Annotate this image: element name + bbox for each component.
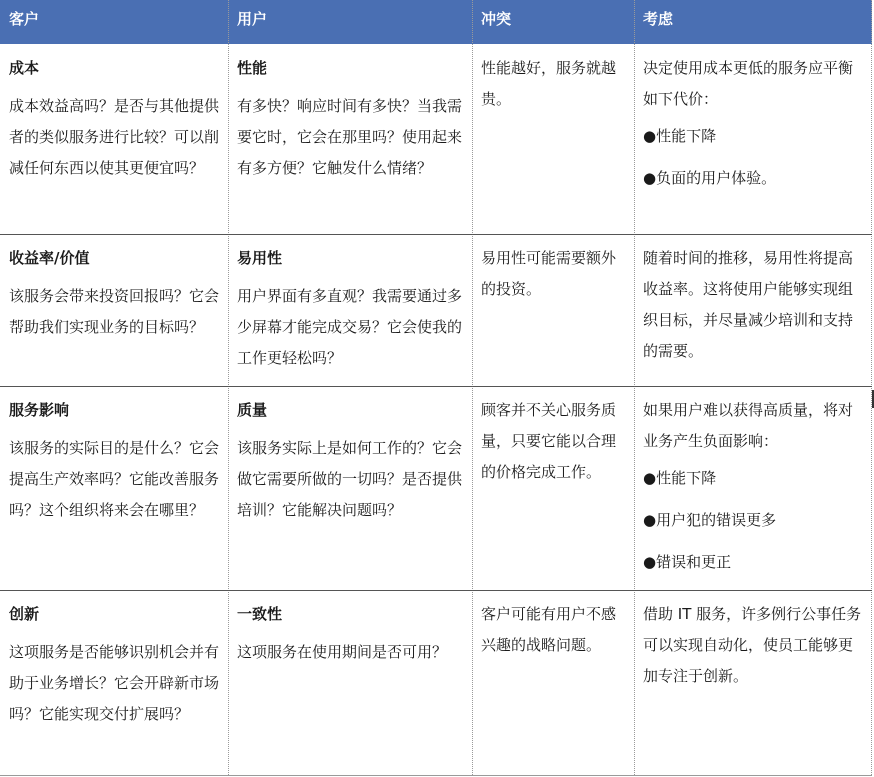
consider-cell bbox=[634, 386, 872, 590]
consider-text: 决定使用成本更低的服务应平衡如下代价： bbox=[643, 59, 854, 108]
conflict-cell bbox=[472, 44, 634, 234]
column-divider bbox=[228, 0, 229, 775]
consider-cell bbox=[634, 590, 872, 775]
table-row bbox=[0, 44, 872, 234]
conflict-cell bbox=[472, 234, 634, 386]
row-divider bbox=[0, 386, 872, 387]
customer-text: 这项服务是否能够识别机会并有助于业务增长？它会开辟新市场吗？它能实现交付扩展吗？ bbox=[9, 643, 220, 723]
user-text: 该服务实际上是如何工作的？它会做它需要所做的一切吗？是否提供培训？它能解决问题吗？ bbox=[237, 439, 463, 519]
user-title: 一致性 bbox=[237, 605, 283, 623]
conflict-text: 客户可能有用户不感兴趣的战略问题。 bbox=[481, 605, 617, 654]
user-text: 这项服务在使用期间是否可用？ bbox=[237, 643, 448, 661]
user-title: 性能 bbox=[237, 59, 268, 77]
user-text: 用户界面有多直观？我需要通过多少屏幕才能完成交易？它会使我的工作更轻松吗？ bbox=[237, 287, 463, 367]
customer-cell bbox=[0, 590, 228, 775]
column-divider bbox=[472, 0, 473, 775]
table-header-row bbox=[0, 0, 872, 44]
customer-title: 创新 bbox=[9, 605, 40, 623]
table-row bbox=[0, 234, 872, 386]
table-row bbox=[0, 590, 872, 775]
row-divider bbox=[0, 234, 872, 235]
user-cell bbox=[228, 44, 472, 234]
conflict-text: 易用性可能需要额外的投资。 bbox=[481, 249, 617, 298]
row-divider bbox=[0, 590, 872, 591]
column-divider bbox=[871, 0, 872, 775]
consider-text: 随着时间的推移，易用性将提高收益率。这将使用户能够实现组织目标，并尽量减少培训和支持的需要。 bbox=[643, 249, 854, 360]
customer-text: 该服务会带来投资回报吗？它会帮助我们实现业务的目标吗？ bbox=[9, 287, 220, 336]
user-cell bbox=[228, 234, 472, 386]
customer-cell bbox=[0, 44, 228, 234]
consider-cell bbox=[634, 234, 872, 386]
consider-text: 如果用户难以获得高质量，将对业务产生负面影响： bbox=[643, 401, 854, 450]
customer-title: 成本 bbox=[9, 59, 40, 77]
customer-cell bbox=[0, 234, 228, 386]
header-user: 用户 bbox=[237, 10, 268, 28]
consider-bullet: ●性能下降 bbox=[643, 127, 717, 145]
customer-text: 成本效益高吗？是否与其他提供者的类似服务进行比较？可以削减任何东西以使其更便宜吗？ bbox=[9, 97, 220, 177]
row-divider bbox=[0, 775, 872, 776]
customer-text: 该服务的实际目的是什么？它会提高生产效率吗？它能改善服务吗？这个组织将来会在哪里？ bbox=[9, 439, 220, 519]
consider-bullet: ●用户犯的错误更多 bbox=[643, 511, 777, 529]
header-conflict: 冲突 bbox=[481, 10, 512, 28]
table-row bbox=[0, 386, 872, 590]
consider-bullet: ●性能下降 bbox=[643, 469, 717, 487]
conflict-cell bbox=[472, 386, 634, 590]
user-title: 易用性 bbox=[237, 249, 283, 267]
customer-cell bbox=[0, 386, 228, 590]
user-text: 有多快？响应时间有多快？当我需要它时，它会在那里吗？使用起来有多方便？它触发什么情绪？ bbox=[237, 97, 463, 177]
conflict-text: 性能越好，服务就越贵。 bbox=[481, 59, 617, 108]
conflict-cell bbox=[472, 590, 634, 775]
consider-text: 借助 IT 服务，许多例行公事任务可以实现自动化，使员工能够更加专注于创新。 bbox=[643, 605, 862, 685]
customer-title: 收益率/价值 bbox=[9, 249, 90, 267]
header-customer: 客户 bbox=[9, 10, 40, 28]
user-title: 质量 bbox=[237, 401, 268, 419]
conflict-text: 顾客并不关心服务质量，只要它能以合理的价格完成工作。 bbox=[481, 401, 617, 481]
header-consider: 考虑 bbox=[643, 10, 674, 28]
column-divider bbox=[634, 0, 635, 775]
user-cell bbox=[228, 386, 472, 590]
user-cell bbox=[228, 590, 472, 775]
consider-bullet: ●错误和更正 bbox=[643, 553, 732, 571]
consider-bullet: ●负面的用户体验。 bbox=[643, 169, 777, 187]
customer-title: 服务影响 bbox=[9, 401, 70, 419]
consider-cell bbox=[634, 44, 872, 234]
